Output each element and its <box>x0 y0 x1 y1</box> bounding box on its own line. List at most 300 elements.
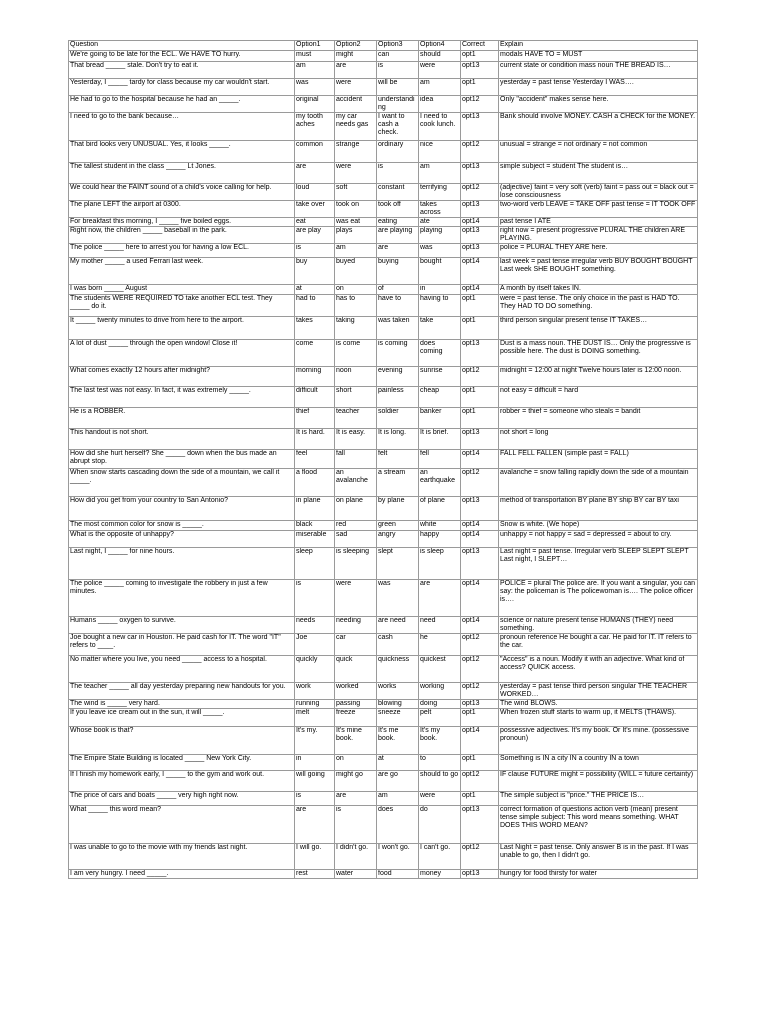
option4-cell: an earthquake <box>419 469 461 497</box>
correct-cell: opt1 <box>461 79 499 96</box>
option3-cell: blowing <box>377 700 419 709</box>
correct-cell: opt12 <box>461 141 499 163</box>
option1-cell: difficult <box>295 387 335 408</box>
correct-cell: opt13 <box>461 548 499 580</box>
correct-cell: opt13 <box>461 340 499 367</box>
option1-cell: feel <box>295 450 335 469</box>
explain-cell: The wind BLOWS. <box>499 700 698 709</box>
option4-cell: is sleep <box>419 548 461 580</box>
option2-cell: an avalanche <box>335 469 377 497</box>
explain-cell: Dust is a mass noun. THE DUST IS… Only the progressive is possible here. The dust is DOING something. <box>499 340 698 367</box>
option2-cell: am <box>335 244 377 258</box>
question-cell: How did she hurt herself? She _____ down when the bus made an abrupt stop. <box>69 450 295 469</box>
option2-cell: fall <box>335 450 377 469</box>
option1-cell: Joe <box>295 634 335 656</box>
correct-cell: opt12 <box>461 683 499 700</box>
option1-cell: running <box>295 700 335 709</box>
table-row <box>69 163 698 184</box>
option4-cell: am <box>419 79 461 96</box>
option3-cell: felt <box>377 450 419 469</box>
option4-cell: I need to cook lunch. <box>419 113 461 141</box>
correct-cell: opt12 <box>461 469 499 497</box>
option4-cell: to <box>419 755 461 771</box>
option4-cell: in <box>419 285 461 295</box>
table-row <box>69 141 698 163</box>
table-row <box>69 244 698 258</box>
question-cell: The last test was not easy. In fact, it was extremely _____. <box>69 387 295 408</box>
explain-cell: modals HAVE TO = MUST <box>499 51 698 62</box>
question-cell: The students WERE REQUIRED TO take another ECL test. They _____ do it. <box>69 295 295 317</box>
correct-cell: opt1 <box>461 709 499 727</box>
correct-cell: opt13 <box>461 244 499 258</box>
correct-cell: opt1 <box>461 792 499 806</box>
question-cell: He had to go to the hospital because he had an _____. <box>69 96 295 113</box>
correct-cell: opt13 <box>461 201 499 218</box>
option4-cell: he <box>419 634 461 656</box>
question-cell: The wind is _____ very hard. <box>69 700 295 709</box>
explain-cell: A month by itself takes IN. <box>499 285 698 295</box>
option2-cell: on plane <box>335 497 377 521</box>
question-cell: That bread _____ stale. Don't try to eat it. <box>69 62 295 79</box>
option2-cell: I didn't go. <box>335 844 377 870</box>
table-row <box>69 700 698 709</box>
question-cell: A lot of dust _____ through the open window! Close it! <box>69 340 295 367</box>
option1-cell: take over <box>295 201 335 218</box>
option4-cell: white <box>419 521 461 531</box>
option4-cell: cheap <box>419 387 461 408</box>
explain-cell: Last Night = past tense. Only answer B is in the past. If I was unable to go, then I didn't go. <box>499 844 698 870</box>
table-row <box>69 258 698 285</box>
explain-cell: POLICE = plural The police are. If you want a singular, you can say: the policeman is The policewoman is…. The police officer is…. <box>499 580 698 617</box>
option1-cell: black <box>295 521 335 531</box>
option1-cell: was <box>295 79 335 96</box>
option3-cell: slept <box>377 548 419 580</box>
option3-cell: I want to cash a check. <box>377 113 419 141</box>
table-row <box>69 634 698 656</box>
option2-cell: needing <box>335 617 377 634</box>
option2-cell: were <box>335 163 377 184</box>
option1-cell: sleep <box>295 548 335 580</box>
option1-cell: common <box>295 141 335 163</box>
table-row <box>69 317 698 340</box>
table-row <box>69 683 698 700</box>
option1-cell: work <box>295 683 335 700</box>
quiz-spreadsheet <box>68 40 698 879</box>
option2-cell: quick <box>335 656 377 683</box>
table-row <box>69 727 698 755</box>
correct-cell: opt1 <box>461 295 499 317</box>
option2-cell: buyed <box>335 258 377 285</box>
option4-cell: bought <box>419 258 461 285</box>
question-cell: The price of cars and boats _____ very high right now. <box>69 792 295 806</box>
option2-cell: plays <box>335 227 377 244</box>
correct-cell: opt13 <box>461 700 499 709</box>
correct-cell: opt13 <box>461 497 499 521</box>
explain-cell: Only "accident" makes sense here. <box>499 96 698 113</box>
correct-cell: opt14 <box>461 450 499 469</box>
question-cell: The teacher _____ all day yesterday preparing new handouts for you. <box>69 683 295 700</box>
option3-cell: does <box>377 806 419 844</box>
option3-cell: was taken <box>377 317 419 340</box>
explain-cell: yesterday = past tense third person singular THE TEACHER WORKED… <box>499 683 698 700</box>
option1-cell: my tooth aches <box>295 113 335 141</box>
table-row <box>69 387 698 408</box>
table-row <box>69 218 698 227</box>
option1-cell: rest <box>295 870 335 879</box>
table-row <box>69 227 698 244</box>
table-row <box>69 617 698 634</box>
option4-cell: quickest <box>419 656 461 683</box>
explain-cell: avalanche = snow falling rapidly down the side of a mountain <box>499 469 698 497</box>
option2-cell: taking <box>335 317 377 340</box>
option2-cell: strange <box>335 141 377 163</box>
question-cell: The Empire State Building is located _____ New York City. <box>69 755 295 771</box>
option3-cell: eating <box>377 218 419 227</box>
option2-cell: It's mine book. <box>335 727 377 755</box>
table-row <box>69 51 698 62</box>
explain-cell: unhappy = not happy = sad = depressed = about to cry. <box>499 531 698 548</box>
option1-cell: come <box>295 340 335 367</box>
option1-cell: at <box>295 285 335 295</box>
option2-cell: my car needs gas <box>335 113 377 141</box>
option3-cell: sneeze <box>377 709 419 727</box>
header-question: Question <box>69 41 295 51</box>
question-cell: Whose book is that? <box>69 727 295 755</box>
explain-cell: midnight = 12:00 at night Twelve hours later is 12:00 noon. <box>499 367 698 387</box>
explain-cell: current state or condition mass noun THE BREAD IS… <box>499 62 698 79</box>
option2-cell: might <box>335 51 377 62</box>
option3-cell: constant <box>377 184 419 201</box>
option3-cell: was <box>377 580 419 617</box>
option1-cell: original <box>295 96 335 113</box>
option4-cell: playing <box>419 227 461 244</box>
option4-cell: need <box>419 617 461 634</box>
option3-cell: painless <box>377 387 419 408</box>
correct-cell: opt14 <box>461 580 499 617</box>
table-row <box>69 656 698 683</box>
correct-cell: opt12 <box>461 844 499 870</box>
option2-cell: was eat <box>335 218 377 227</box>
explain-cell: The simple subject is "price." THE PRICE IS… <box>499 792 698 806</box>
explain-cell: robber = thief = someone who steals = bandit <box>499 408 698 429</box>
option2-cell: It is easy. <box>335 429 377 450</box>
table-row <box>69 79 698 96</box>
option1-cell: in plane <box>295 497 335 521</box>
correct-cell: opt13 <box>461 806 499 844</box>
option2-cell: were <box>335 580 377 617</box>
correct-cell: opt1 <box>461 317 499 340</box>
correct-cell: opt12 <box>461 367 499 387</box>
option3-cell: works <box>377 683 419 700</box>
question-cell: That bird looks very UNUSUAL. Yes, it looks _____. <box>69 141 295 163</box>
question-cell: No matter where you live, you need _____ access to a hospital. <box>69 656 295 683</box>
correct-cell: opt14 <box>461 531 499 548</box>
option2-cell: are <box>335 792 377 806</box>
table-row <box>69 113 698 141</box>
option4-cell: take <box>419 317 461 340</box>
option2-cell: are <box>335 62 377 79</box>
option3-cell: are go <box>377 771 419 792</box>
explain-cell: not short = long <box>499 429 698 450</box>
option3-cell: will be <box>377 79 419 96</box>
correct-cell: opt12 <box>461 771 499 792</box>
option4-cell: money <box>419 870 461 879</box>
correct-cell: opt13 <box>461 429 499 450</box>
option3-cell: soldier <box>377 408 419 429</box>
option3-cell: of <box>377 285 419 295</box>
explain-cell: Bank should involve MONEY. CASH a CHECK for the MONEY. <box>499 113 698 141</box>
option1-cell: I will go. <box>295 844 335 870</box>
option2-cell: soft <box>335 184 377 201</box>
option4-cell: I can't go. <box>419 844 461 870</box>
correct-cell: opt14 <box>461 617 499 634</box>
explain-cell: not easy = difficult = hard <box>499 387 698 408</box>
correct-cell: opt14 <box>461 521 499 531</box>
option4-cell: does coming <box>419 340 461 367</box>
option1-cell: takes <box>295 317 335 340</box>
header-option3: Option3 <box>377 41 419 51</box>
option2-cell: has to <box>335 295 377 317</box>
option4-cell: was <box>419 244 461 258</box>
option4-cell: doing <box>419 700 461 709</box>
question-cell: If you leave ice cream out in the sun, it will _____. <box>69 709 295 727</box>
option3-cell: ordinary <box>377 141 419 163</box>
question-cell: I am very hungry. I need _____. <box>69 870 295 879</box>
option2-cell: is come <box>335 340 377 367</box>
option3-cell: It is long. <box>377 429 419 450</box>
explain-cell: Something is IN a city IN a country IN a town <box>499 755 698 771</box>
option2-cell: short <box>335 387 377 408</box>
correct-cell: opt14 <box>461 258 499 285</box>
option4-cell: are <box>419 580 461 617</box>
option3-cell: evening <box>377 367 419 387</box>
option2-cell: red <box>335 521 377 531</box>
explain-cell: right now = present progressive PLURAL THE children ARE PLAYING. <box>499 227 698 244</box>
option1-cell: is <box>295 580 335 617</box>
option3-cell: are <box>377 244 419 258</box>
explain-cell: last week = past tense irregular verb BUY BOUGHT BOUGHT Last week SHE BOUGHT something. <box>499 258 698 285</box>
table-row <box>69 755 698 771</box>
correct-cell: opt14 <box>461 727 499 755</box>
table-row <box>69 295 698 317</box>
correct-cell: opt13 <box>461 227 499 244</box>
option3-cell: buying <box>377 258 419 285</box>
table-row <box>69 340 698 367</box>
question-cell: We could hear the FAINT sound of a child's voice calling for help. <box>69 184 295 201</box>
explain-cell: unusual = strange = not ordinary = not common <box>499 141 698 163</box>
explain-cell: FALL FELL FALLEN (simple past = FALL) <box>499 450 698 469</box>
question-cell: For breakfast this morning, I _____ five boiled eggs. <box>69 218 295 227</box>
option2-cell: might go <box>335 771 377 792</box>
option3-cell: am <box>377 792 419 806</box>
correct-cell: opt12 <box>461 96 499 113</box>
question-cell: We're going to be late for the ECL. We HAVE TO hurry. <box>69 51 295 62</box>
option3-cell: food <box>377 870 419 879</box>
table-row <box>69 450 698 469</box>
option2-cell: freeze <box>335 709 377 727</box>
table-row <box>69 548 698 580</box>
option3-cell: can <box>377 51 419 62</box>
question-cell: He is a ROBBER. <box>69 408 295 429</box>
option1-cell: are <box>295 163 335 184</box>
option4-cell: were <box>419 792 461 806</box>
option3-cell: angry <box>377 531 419 548</box>
option2-cell: is <box>335 806 377 844</box>
explain-cell: police = PLURAL THEY ARE here. <box>499 244 698 258</box>
question-cell: I need to go to the bank because… <box>69 113 295 141</box>
option4-cell: sunrise <box>419 367 461 387</box>
correct-cell: opt14 <box>461 218 499 227</box>
option3-cell: at <box>377 755 419 771</box>
option3-cell: took off <box>377 201 419 218</box>
option1-cell: are <box>295 806 335 844</box>
table-row <box>69 96 698 113</box>
table-row <box>69 469 698 497</box>
option2-cell: sad <box>335 531 377 548</box>
option2-cell: worked <box>335 683 377 700</box>
option2-cell: car <box>335 634 377 656</box>
option4-cell: working <box>419 683 461 700</box>
option2-cell: water <box>335 870 377 879</box>
option4-cell: ate <box>419 218 461 227</box>
option2-cell: teacher <box>335 408 377 429</box>
option3-cell: a stream <box>377 469 419 497</box>
option1-cell: will going <box>295 771 335 792</box>
option4-cell: idea <box>419 96 461 113</box>
table-row <box>69 62 698 79</box>
option2-cell: on <box>335 755 377 771</box>
correct-cell: opt12 <box>461 184 499 201</box>
question-cell: It _____ twenty minutes to drive from here to the airport. <box>69 317 295 340</box>
table-row <box>69 201 698 218</box>
option1-cell: buy <box>295 258 335 285</box>
table-row <box>69 531 698 548</box>
option4-cell: should to go <box>419 771 461 792</box>
option1-cell: must <box>295 51 335 62</box>
option1-cell: is <box>295 792 335 806</box>
header-explain: Explain <box>499 41 698 51</box>
option3-cell: is coming <box>377 340 419 367</box>
correct-cell: opt12 <box>461 634 499 656</box>
option1-cell: in <box>295 755 335 771</box>
explain-cell: possessive adjectives. It's my book. Or It's mine. (possessive pronoun) <box>499 727 698 755</box>
option4-cell: having to <box>419 295 461 317</box>
table-row <box>69 771 698 792</box>
option1-cell: It's my. <box>295 727 335 755</box>
option4-cell: banker <box>419 408 461 429</box>
header-correct: Correct <box>461 41 499 51</box>
question-cell: Right now, the children _____ baseball in the park. <box>69 227 295 244</box>
table-row <box>69 497 698 521</box>
option4-cell: pelt <box>419 709 461 727</box>
question-cell: The police _____ coming to investigate the robbery in just a few minutes. <box>69 580 295 617</box>
question-cell: Yesterday, I _____ tardy for class because my car wouldn't start. <box>69 79 295 96</box>
option1-cell: eat <box>295 218 335 227</box>
option4-cell: am <box>419 163 461 184</box>
question-cell: My mother _____ a used Ferrari last week. <box>69 258 295 285</box>
table-row <box>69 521 698 531</box>
option3-cell: by plane <box>377 497 419 521</box>
question-cell: How did you get from your country to San Antonio? <box>69 497 295 521</box>
question-cell: I was unable to go to the movie with my friends last night. <box>69 844 295 870</box>
option4-cell: takes across <box>419 201 461 218</box>
option1-cell: a flood <box>295 469 335 497</box>
option2-cell: noon <box>335 367 377 387</box>
option1-cell: needs <box>295 617 335 634</box>
correct-cell: opt13 <box>461 62 499 79</box>
option3-cell: have to <box>377 295 419 317</box>
option1-cell: miserable <box>295 531 335 548</box>
option4-cell: happy <box>419 531 461 548</box>
correct-cell: opt1 <box>461 51 499 62</box>
option3-cell: are need <box>377 617 419 634</box>
explain-cell: "Access" is a noun. Modify it with an adjective. What kind of access? QUICK access. <box>499 656 698 683</box>
option1-cell: It is hard. <box>295 429 335 450</box>
option1-cell: morning <box>295 367 335 387</box>
table-row <box>69 285 698 295</box>
correct-cell: opt13 <box>461 163 499 184</box>
option4-cell: fell <box>419 450 461 469</box>
explain-cell: pronoun reference He bought a car. He paid for IT. IT refers to the car. <box>499 634 698 656</box>
explain-cell: IF clause FUTURE might = possibility (WILL = future certainty) <box>499 771 698 792</box>
question-cell: The most common color for snow is _____. <box>69 521 295 531</box>
explain-cell: method of transportation BY plane BY ship BY car BY taxi <box>499 497 698 521</box>
explain-cell: science or nature present tense HUMANS (THEY) need something. <box>499 617 698 634</box>
table-row <box>69 367 698 387</box>
option1-cell: loud <box>295 184 335 201</box>
table-row <box>69 792 698 806</box>
explain-cell: third person singular present tense IT TAKES… <box>499 317 698 340</box>
option3-cell: understanding <box>377 96 419 113</box>
explain-cell: were = past tense. The only choice in the past is HAD TO. They HAD TO DO something. <box>499 295 698 317</box>
explain-cell: (adjective) faint = very soft (verb) faint = pass out = black out = lose consciousness <box>499 184 698 201</box>
explain-cell: Last night = past tense. Irregular verb SLEEP SLEPT SLEPT Last night, I SLEPT… <box>499 548 698 580</box>
correct-cell: opt12 <box>461 656 499 683</box>
explain-cell: yesterday = past tense Yesterday I WAS…. <box>499 79 698 96</box>
option1-cell: thief <box>295 408 335 429</box>
table-row <box>69 429 698 450</box>
option3-cell: cash <box>377 634 419 656</box>
question-cell: Joe bought a new car in Houston. He paid cash for IT. The word "IT" refers to ____. <box>69 634 295 656</box>
header-option1: Option1 <box>295 41 335 51</box>
option1-cell: melt <box>295 709 335 727</box>
question-cell: The plane LEFT the airport at 0300. <box>69 201 295 218</box>
correct-cell: opt14 <box>461 285 499 295</box>
option2-cell: were <box>335 79 377 96</box>
header-row <box>69 41 698 51</box>
table-row <box>69 408 698 429</box>
option1-cell: quickly <box>295 656 335 683</box>
table-row <box>69 709 698 727</box>
option1-cell: had to <box>295 295 335 317</box>
header-option2: Option2 <box>335 41 377 51</box>
option1-cell: is <box>295 244 335 258</box>
option4-cell: nice <box>419 141 461 163</box>
option4-cell: It's my book. <box>419 727 461 755</box>
option3-cell: quickness <box>377 656 419 683</box>
explain-cell: hungry for food thirsty for water <box>499 870 698 879</box>
explain-cell: correct formation of questions action verb (mean) present tense simple subject: This word means something. WHAT DOES THIS WORD MEAN? <box>499 806 698 844</box>
explain-cell: two-word verb LEAVE = TAKE OFF past tense = IT TOOK OFF <box>499 201 698 218</box>
correct-cell: opt1 <box>461 387 499 408</box>
question-cell: What comes exactly 12 hours after midnight? <box>69 367 295 387</box>
correct-cell: opt13 <box>461 113 499 141</box>
question-cell: What _____ this word mean? <box>69 806 295 844</box>
option3-cell: I won't go. <box>377 844 419 870</box>
option4-cell: do <box>419 806 461 844</box>
option1-cell: am <box>295 62 335 79</box>
table-row <box>69 806 698 844</box>
